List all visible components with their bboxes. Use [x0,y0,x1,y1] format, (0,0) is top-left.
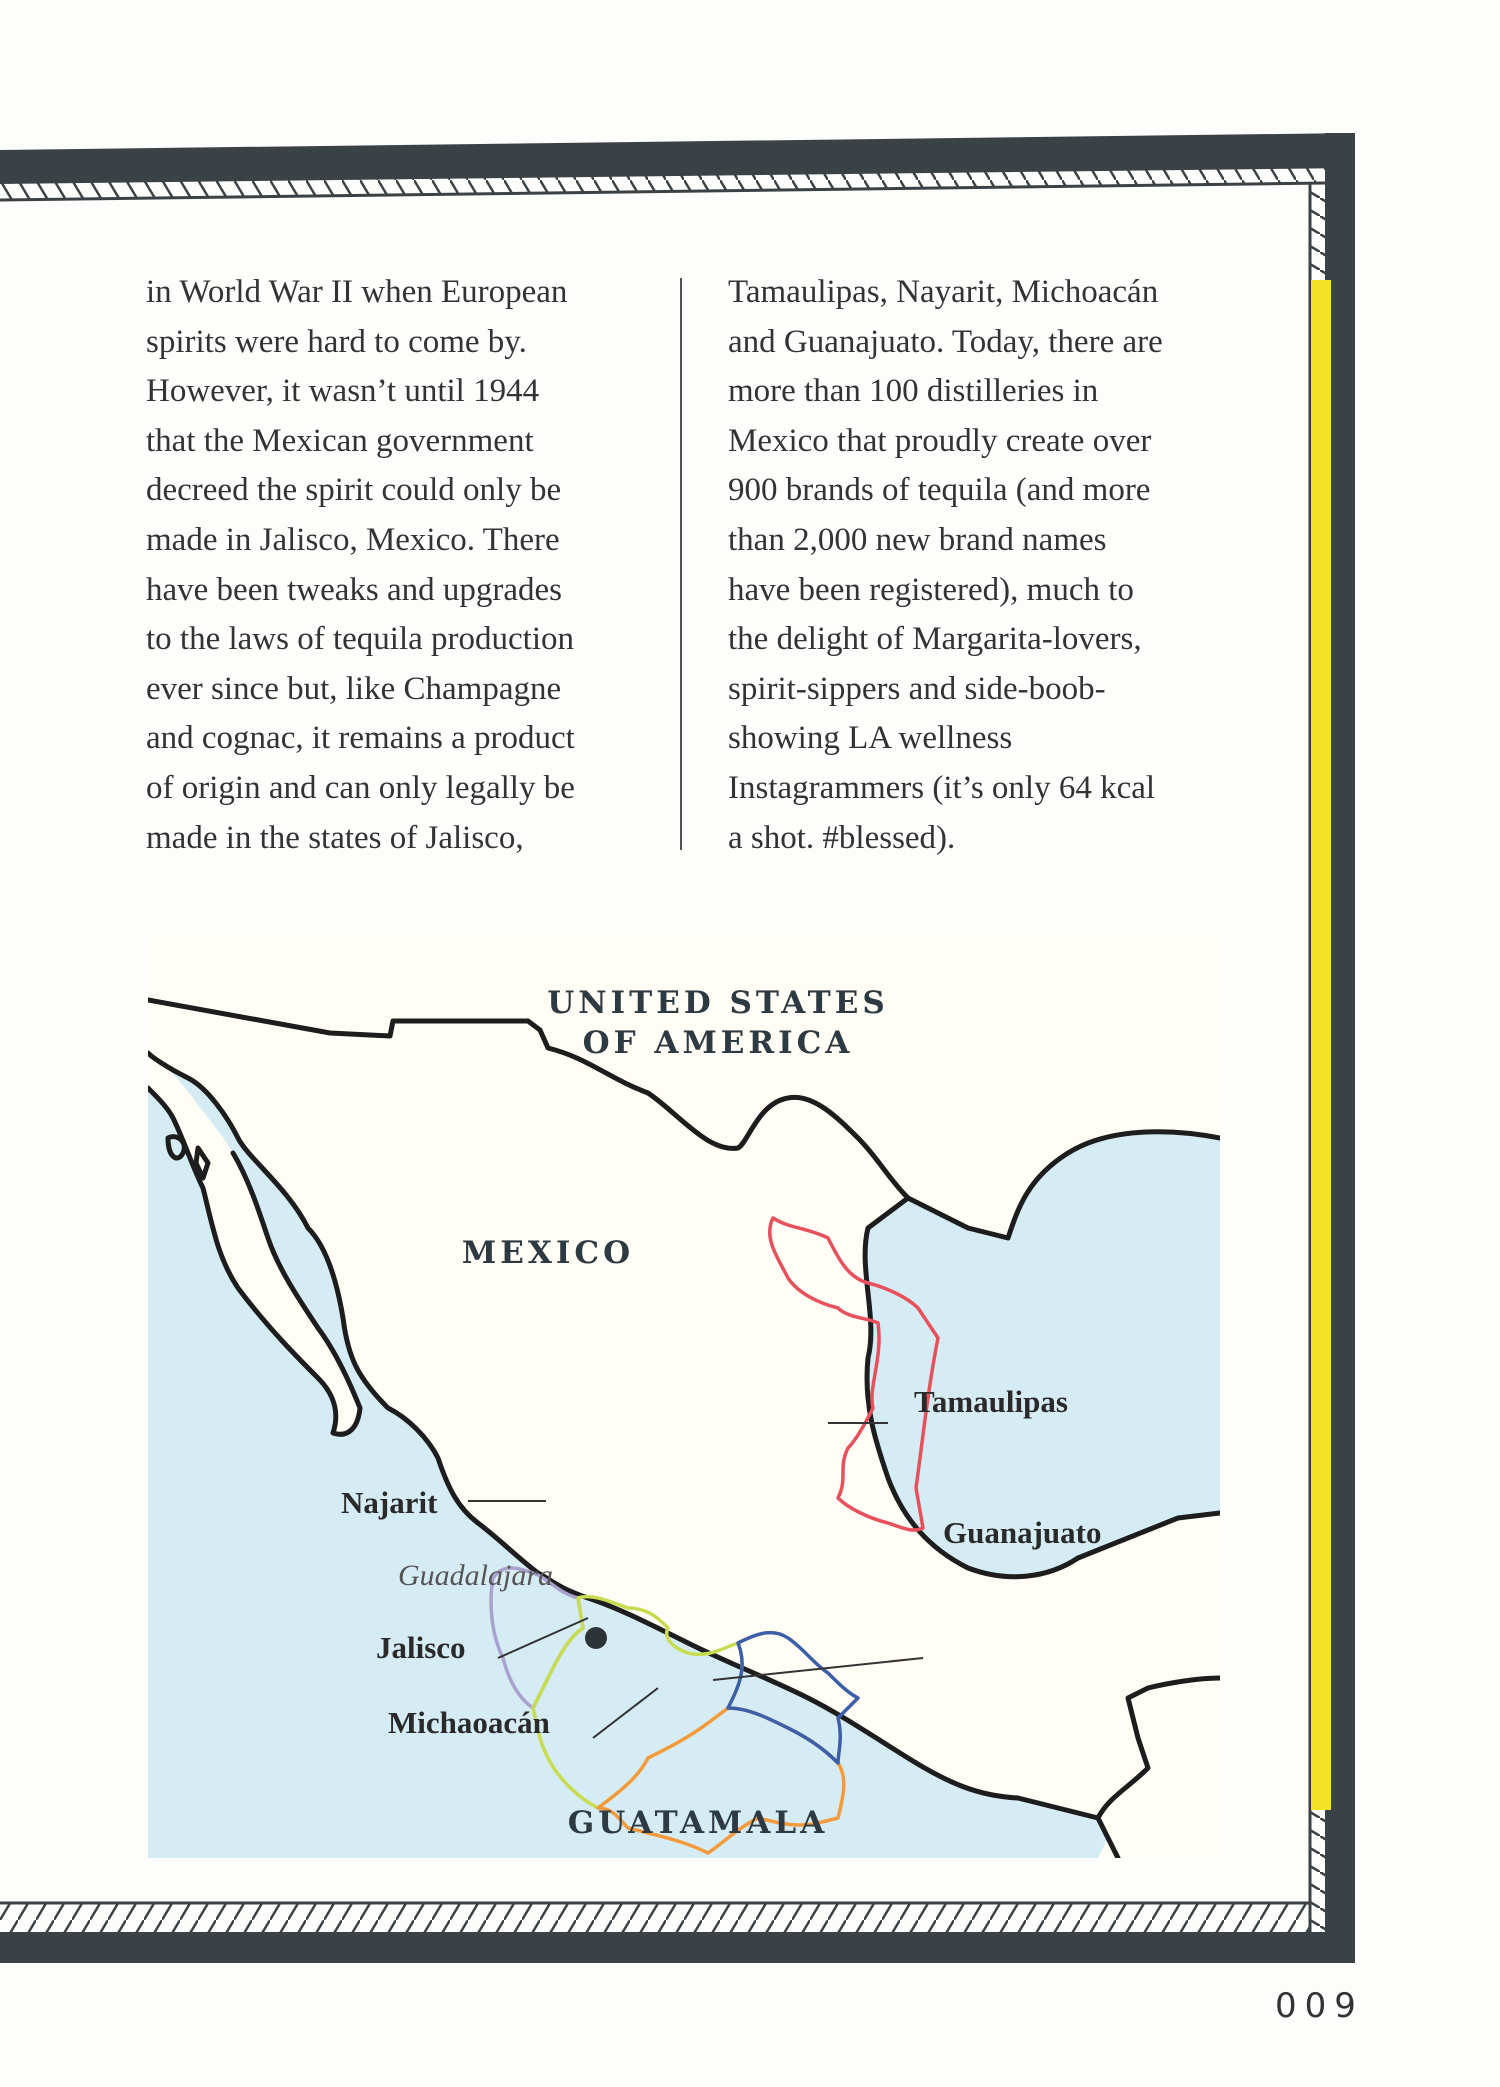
map-graphic [148,938,1220,1858]
mexico-map [148,938,1220,1858]
article-column-left [146,268,686,863]
guadalajara-marker-icon [585,1627,607,1649]
jalisco-label: Jalisco [376,1630,466,1665]
guadalajara-label: Guadalajara [398,1559,554,1592]
frame-accent-stripe [1311,280,1331,1810]
text-line: ever since but, like Champagne [146,670,562,707]
mexico-label: MEXICO [461,1235,635,1271]
michoacan-label: Michaoacán [388,1705,550,1740]
text-line: made in Jalisco, Mexico. There [146,521,560,558]
guanajuato-label: Guanajuato [943,1515,1102,1550]
usa-label-line1: UNITED STATES [547,985,889,1021]
text-line: of origin and can only legally be [146,769,575,806]
usa-label-line2: OF AMERICA [582,1025,854,1061]
text-line: more than 100 distilleries in [728,373,1099,410]
frame-bottom-bar [0,1932,1355,1963]
text-line: Mexico that proudly create over [728,422,1152,459]
text-line: the delight of Margarita-lovers, [728,621,1142,658]
text-line: and cognac, it remains a product [146,720,575,757]
text-line: spirits were hard to come by. [146,323,527,360]
tamaulipas-label: Tamaulipas [914,1384,1068,1419]
text-line: a shot. #blessed). [728,819,956,856]
article-column-right [728,268,1268,863]
text-line: Instagrammers (it’s only 64 kcal [728,769,1156,806]
guatemala-label: GUATAMALA [567,1805,829,1841]
text-line: have been tweaks and upgrades [146,571,562,608]
text-line: than 2,000 new brand names [728,521,1107,558]
text-line: Tamaulipas, Nayarit, Michoacán [728,274,1159,310]
text-line: in World War II when European [146,274,568,310]
text-line: to the laws of tequila production [146,621,574,658]
text-line: However, it wasn’t until 1944 [146,373,540,410]
text-line: have been registered), much to [728,571,1134,608]
page-number: 009 [1275,1986,1364,2026]
text-line: made in the states of Jalisco, [146,819,524,856]
text-line: 900 brands of tequila (and more [728,472,1151,509]
text-line: spirit-sippers and side-boob- [728,670,1106,707]
text-line: that the Mexican government [146,422,534,459]
text-line: decreed the spirit could only be [146,472,562,509]
nayarit-label: Najarit [341,1485,438,1520]
column-divider [680,278,682,850]
text-line: and Guanajuato. Today, there are [728,323,1163,360]
text-line: showing LA wellness [728,720,1013,757]
